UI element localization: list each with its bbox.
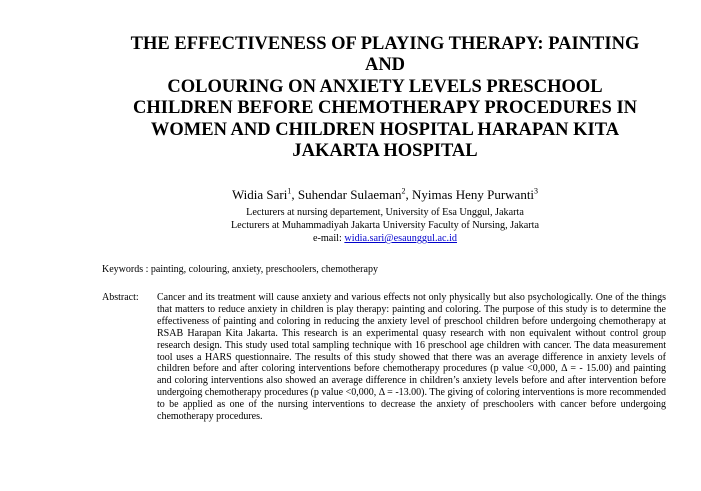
author-name: Widia Sari: [231, 187, 288, 202]
title-line: WOMEN AND CHILDREN HOSPITAL HARAPAN KITA: [150, 119, 620, 140]
keywords-line: [102, 263, 378, 276]
author-name: Suhendar Sulaeman: [297, 187, 402, 202]
affiliation: Lecturers at nursing departement, University of Esa Unggul, Jakarta: [246, 207, 524, 218]
author-list: [95, 187, 675, 203]
author-affiliation-marker: 2: [401, 186, 406, 196]
author-name: Nyimas Heny Purwanti: [412, 187, 535, 202]
title-line: CHILDREN BEFORE CHEMOTHERAPY PROCEDURES IN: [133, 98, 637, 119]
email-link[interactable]: widia.sari@esaunggul.ac.id: [344, 233, 458, 244]
title-line: JAKARTA HOSPITAL: [292, 141, 478, 162]
author-separator: ,: [405, 187, 412, 202]
abstract-label: Abstract:: [102, 292, 139, 303]
author-affiliation-marker: 3: [534, 186, 539, 196]
affiliation: Lecturers at Muhammadiyah Jakarta University Faculty of Nursing, Jakarta: [230, 220, 540, 231]
author-separator: ,: [291, 187, 298, 202]
title-line: COLOURING ON ANXIETY LEVELS PRESCHOOL: [167, 76, 603, 97]
title-line: AND: [364, 55, 406, 76]
paper-title: [95, 34, 675, 162]
abstract-text: Cancer and its treatment will cause anxiety and various effects not only physically but also psychologically. One of the things that matters to reduce anxiety in children is play therapy: painting and coloring. The purpose of this study is to determine the effectiveness of painting and coloring in reducing the anxiety level of preschool children before undergoing chemotherapy at RSAB Harapan Kita Jakarta. This research is an experimental quasy research with non equivalent without control group research design. This study used total sampling technique with 16 preschool age children with cancer. The data measurement tool uses a HARS questionnaire. The results of this study showed that there was an average difference in anxiety levels of children before and after coloring interventions before chemotherapy procedures (p value <0,000, Δ = - 15.00) and painting and coloring interventions also showed an average difference in children’s anxiety levels before and after intervention before undergoing chemotherapy procedures (p value <0,000, Δ = -13.00). The giving of coloring interventions is more recommended to be applied as one of the nursing interventions to decrease the anxiety of preschoolers with cancer before undergoing chemotherapy procedures.: [157, 292, 666, 423]
keywords-label: Keywords :: [102, 264, 151, 275]
title-line: THE EFFECTIVENESS OF PLAYING THERAPY: PAINTING: [130, 34, 640, 54]
email-label: e-mail:: [312, 233, 345, 244]
email-line: [95, 232, 675, 245]
keywords-list: painting, colouring, anxiety, preschoolers, chemotherapy: [150, 264, 378, 275]
author-affiliation-marker: 1: [287, 186, 292, 196]
